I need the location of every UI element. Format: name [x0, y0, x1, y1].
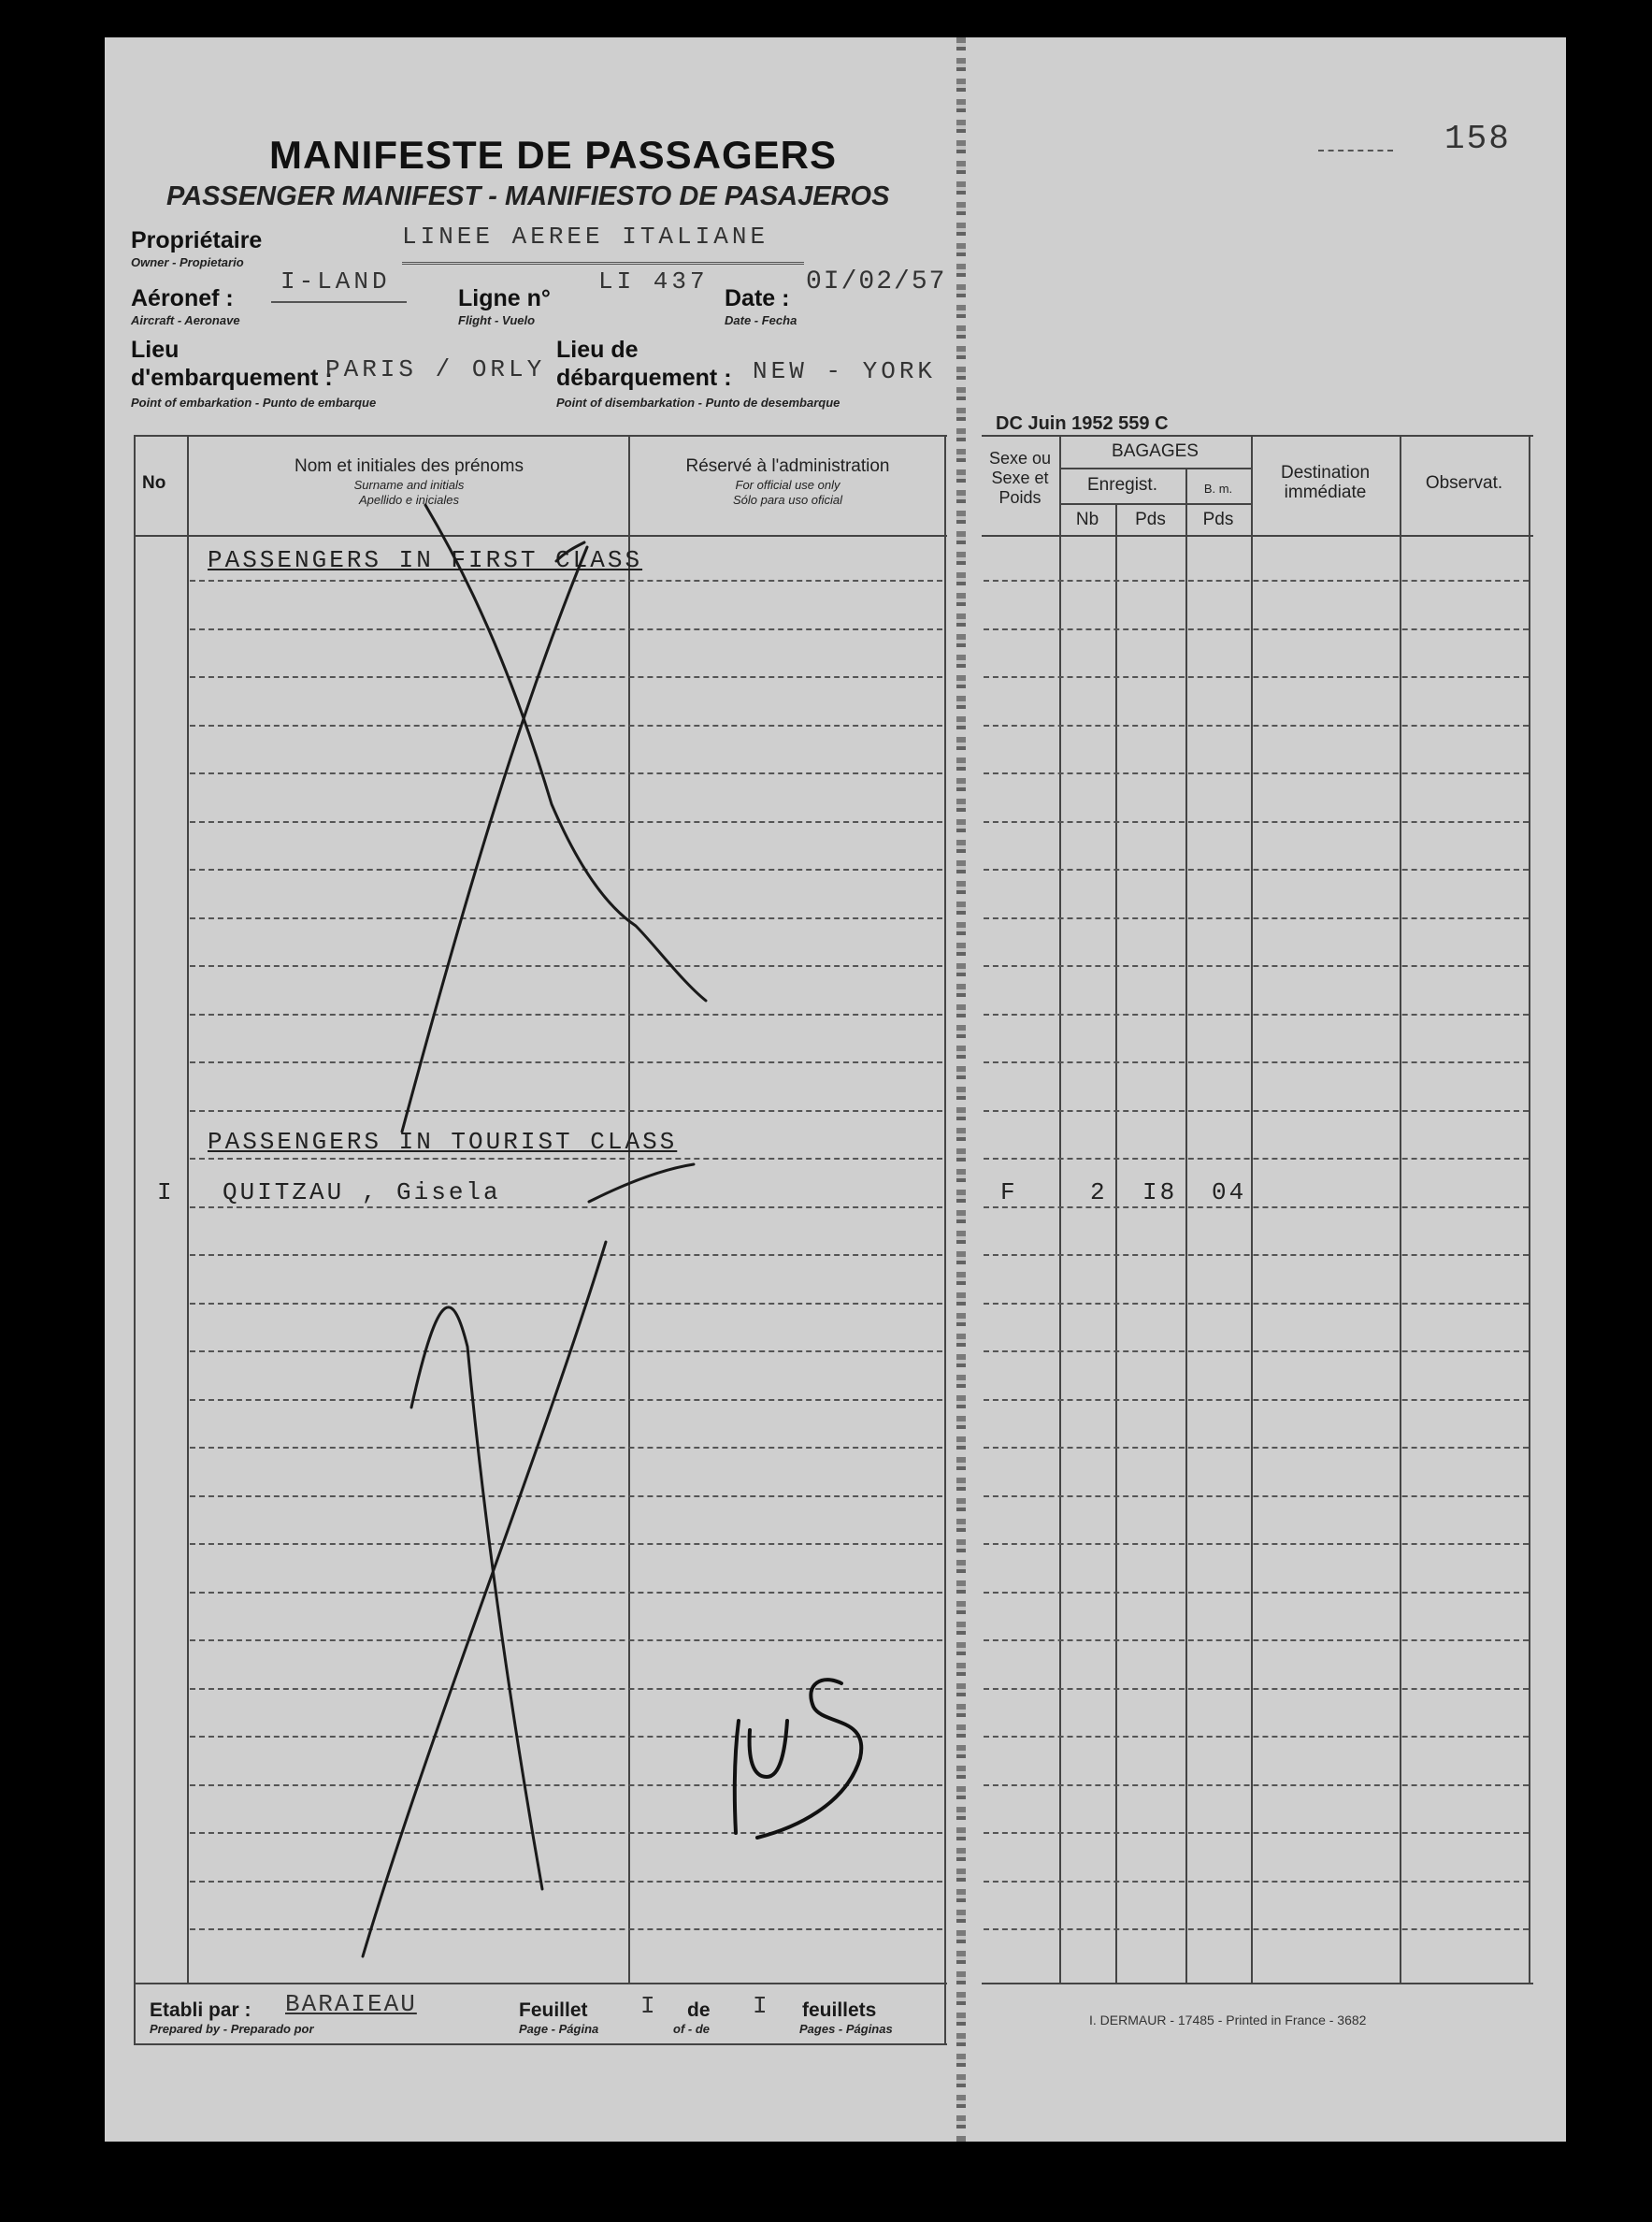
form-subtitle: PASSENGER MANIFEST - MANIFIESTO DE PASAJEROS — [166, 181, 890, 211]
form-code: DC Juin 1952 559 C — [996, 413, 1169, 434]
initials-mark-u — [750, 1721, 787, 1777]
aircraft-label: Aéronef : — [131, 285, 234, 311]
tourist-class-heading: PASSENGERS IN TOURIST CLASS — [208, 1128, 678, 1156]
disembark-sublabel: Point of disembarkation - Punto de desembarque — [556, 396, 840, 410]
embark-value: PARIS / ORLY — [325, 355, 546, 383]
col-name-header: Nom et initiales des prénoms — [294, 456, 524, 476]
flight-label: Ligne n° — [458, 285, 551, 311]
col-sex-header: Sexe ou Sexe et Poids — [988, 449, 1052, 507]
passenger-no: I — [157, 1178, 175, 1206]
aircraft-sublabel: Aircraft - Aeronave — [131, 313, 240, 327]
first-class-cross-stroke-1 — [425, 505, 706, 1001]
col-pds-header: Pds — [1135, 510, 1166, 529]
total-sheets-value: I — [753, 1992, 771, 2020]
passenger-name: QUITZAU , Gisela — [223, 1178, 501, 1206]
col-checked-header: Enregist. — [1087, 475, 1157, 495]
embark-label-1: Lieu — [131, 337, 180, 363]
sheet-sublabel: Page - Página — [519, 2022, 599, 2036]
prepared-label: Etabli par : — [150, 1999, 251, 2021]
prepared-sublabel: Prepared by - Preparado por — [150, 2022, 314, 2036]
date-label: Date : — [725, 285, 790, 311]
disembark-label-1: Lieu de — [556, 337, 639, 363]
disembark-label-2: débarquement : — [556, 365, 732, 391]
col-admin-sub1: For official use only — [735, 478, 840, 492]
passenger-baggage-count: 2 — [1090, 1178, 1108, 1206]
flight-value: LI 437 — [598, 267, 709, 296]
sheet-value: I — [640, 1992, 659, 2020]
passenger-hand-weight: 04 — [1212, 1178, 1247, 1206]
col-hand-pds-header: Pds — [1202, 510, 1234, 529]
aircraft-value: I-LAND — [280, 267, 391, 296]
form-title: MANIFESTE DE PASSAGERS — [269, 133, 837, 177]
col-destination-header: Destination immédiate — [1280, 463, 1371, 502]
col-baggage-header: BAGAGES — [1112, 441, 1199, 461]
sheet-label: Feuillet — [519, 1999, 588, 2021]
printer-imprint: I. DERMAUR - 17485 - Printed in France - 3682 — [1089, 2013, 1367, 2027]
embark-label-2: d'embarquement : — [131, 365, 333, 391]
owner-label: Propriétaire — [131, 227, 263, 253]
sheets-label: feuillets — [802, 1999, 877, 2021]
initials-mark-i — [735, 1721, 739, 1833]
col-admin-header: Réservé à l'administration — [685, 456, 890, 476]
col-hand-header: B. m. — [1203, 482, 1233, 496]
col-admin-sub2: Sólo para uso oficial — [732, 493, 843, 507]
passenger-baggage-weight: I8 — [1142, 1178, 1178, 1206]
tourist-check-mark — [589, 1164, 694, 1202]
sheets-sublabel: Pages - Páginas — [799, 2022, 893, 2036]
tourist-cross-stroke-1 — [363, 1242, 606, 1956]
col-name-sub2: Apellido e iniciales — [359, 493, 459, 507]
date-sublabel: Date - Fecha — [725, 313, 797, 327]
tourist-cross-stroke-2 — [411, 1307, 542, 1889]
owner-sublabel: Owner - Propietario — [131, 255, 244, 269]
of-label: de — [687, 1999, 711, 2021]
first-class-heading: PASSENGERS IN FIRST CLASS — [208, 546, 643, 574]
of-sublabel: of - de — [673, 2022, 710, 2036]
col-name-sub1: Surname and initials — [353, 478, 465, 492]
embark-sublabel: Point of embarkation - Punto de embarque — [131, 396, 377, 410]
col-no-header: No — [142, 473, 166, 493]
first-class-cross-tick — [556, 542, 584, 561]
date-value: 0I/02/57 — [806, 267, 947, 296]
passenger-sex: F — [1000, 1178, 1018, 1206]
flight-sublabel: Flight - Vuelo — [458, 313, 536, 327]
owner-value: LINEE AEREE ITALIANE — [402, 223, 769, 251]
disembark-value: NEW - YORK — [753, 357, 937, 385]
page-number: 158 — [1444, 120, 1511, 158]
first-class-cross-stroke-2 — [402, 547, 587, 1132]
col-nb-header: Nb — [1075, 510, 1099, 529]
prepared-value: BARAIEAU — [285, 1990, 417, 2018]
initials-mark-s — [757, 1680, 861, 1838]
col-observ-header: Observat. — [1425, 473, 1503, 493]
